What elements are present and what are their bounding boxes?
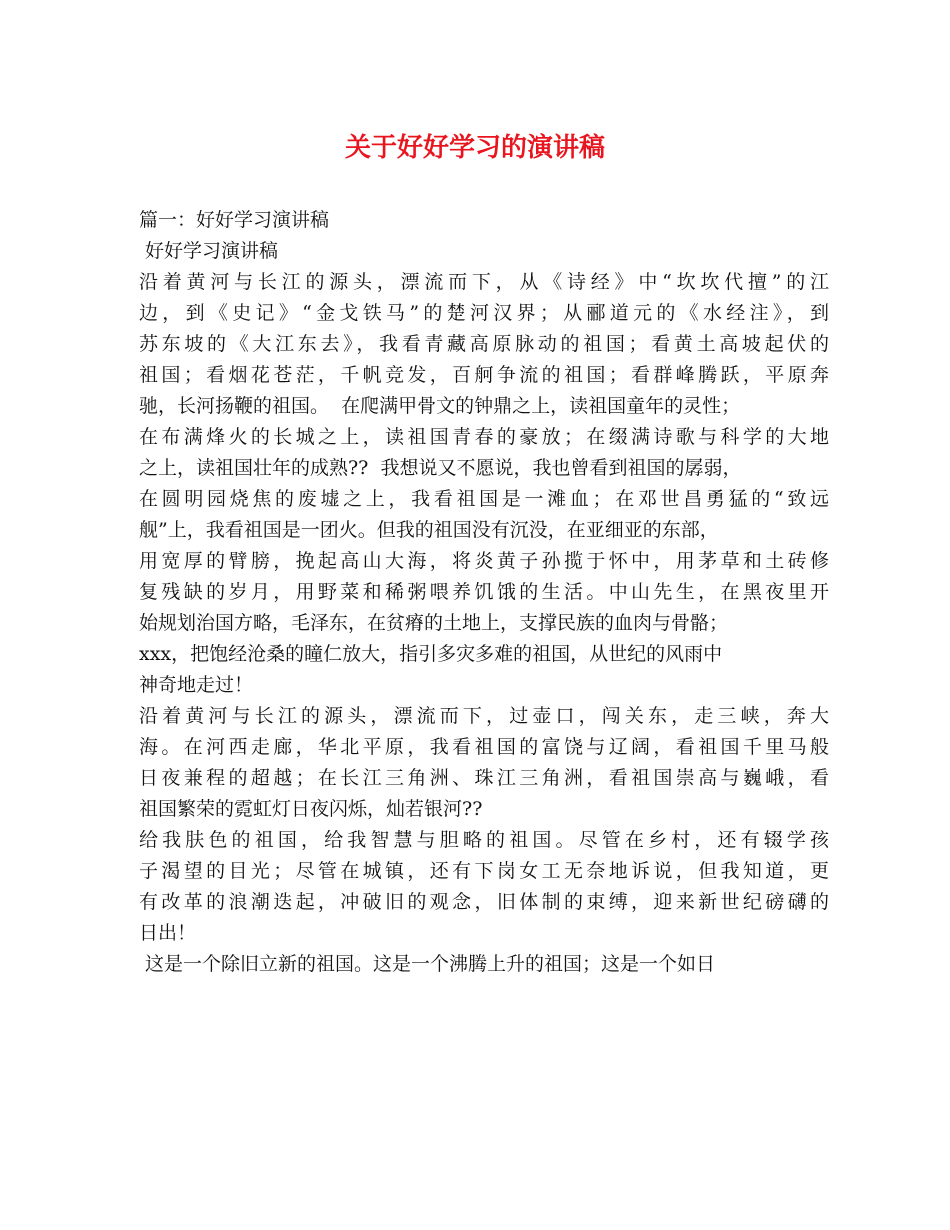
text-line: 在布满烽火的长城之上，读祖国青春的豪放；在缀满诗歌与科学的大地	[139, 426, 829, 448]
text-line: 祖国；看烟花苍茫，千帆竞发，百舸争流的祖国；看群峰腾跃，平原奔	[139, 364, 829, 386]
text-line: 用宽厚的臂膀，挽起高山大海，将炎黄子孙揽于怀中，用茅草和土砖修	[139, 550, 829, 572]
text-line: 祖国繁荣的霓虹灯日夜闪烁，灿若银河??	[139, 798, 483, 820]
document-body	[139, 205, 829, 980]
text-line: xxx，把饱经沧桑的瞳仁放大，指引多灾多难的祖国，从世纪的风雨中	[139, 643, 723, 665]
text-line: 之上，读祖国壮年的成熟?? 我想说又不愿说，我也曾看到祖国的孱弱，	[139, 457, 742, 479]
text-line: 给我肤色的祖国，给我智慧与胆略的祖国。尽管在乡村，还有辍学孩	[139, 829, 829, 851]
text-line: 苏东坡的《大江东去》，我看青藏高原脉动的祖国；看黄土高坡起伏的	[139, 333, 829, 355]
text-line: 日出！	[139, 922, 197, 944]
subheading: 好好学习演讲稿	[139, 240, 279, 262]
section-heading: 篇一：好好学习演讲稿	[139, 209, 330, 231]
text-line: 始规划治国方略，毛泽东，在贫瘠的土地上，支撑民族的血肉与骨骼；	[139, 612, 729, 634]
text-line: 神奇地走过！	[139, 674, 254, 696]
text-line: 沿着黄河与长江的源头，漂流而下，过壶口，闯关东，走三峡，奔大	[139, 705, 829, 727]
text-line: 日夜兼程的超越；在长江三角洲、珠江三角洲，看祖国崇高与巍峨，看	[139, 767, 829, 789]
text-line: 沿着黄河与长江的源头，漂流而下，从《诗经》中“坎坎代擅”的江	[139, 271, 829, 293]
document-title: 关于好好学习的演讲稿	[344, 133, 605, 163]
text-line: 驰，长河扬鞭的祖国。 在爬满甲骨文的钟鼎之上，读祖国童年的灵性；	[139, 395, 741, 417]
text-line: 舰”上，我看祖国是一团火。但我的祖国没有沉没，在亚细亚的东部，	[139, 519, 719, 541]
text-line: 海。在河西走廊，华北平原，我看祖国的富饶与辽阔，看祖国千里马般	[139, 736, 829, 758]
text-line: 复残缺的岁月，用野菜和稀粥喂养饥饿的生活。中山先生，在黑夜里开	[139, 581, 829, 603]
text-line: 这是一个除旧立新的祖国。这是一个沸腾上升的祖国；这是一个如日	[139, 953, 716, 975]
text-line: 有改革的浪潮迭起，冲破旧的观念，旧体制的束缚，迎来新世纪磅礴的	[139, 891, 829, 913]
text-line: 边，到《史记》“金戈铁马”的楚河汉界；从郦道元的《水经注》，到	[139, 302, 829, 324]
text-line: 子渴望的目光；尽管在城镇，还有下岗女工无奈地诉说，但我知道，更	[139, 860, 829, 882]
text-line: 在圆明园烧焦的废墟之上，我看祖国是一滩血；在邓世昌勇猛的“致远	[139, 488, 829, 510]
